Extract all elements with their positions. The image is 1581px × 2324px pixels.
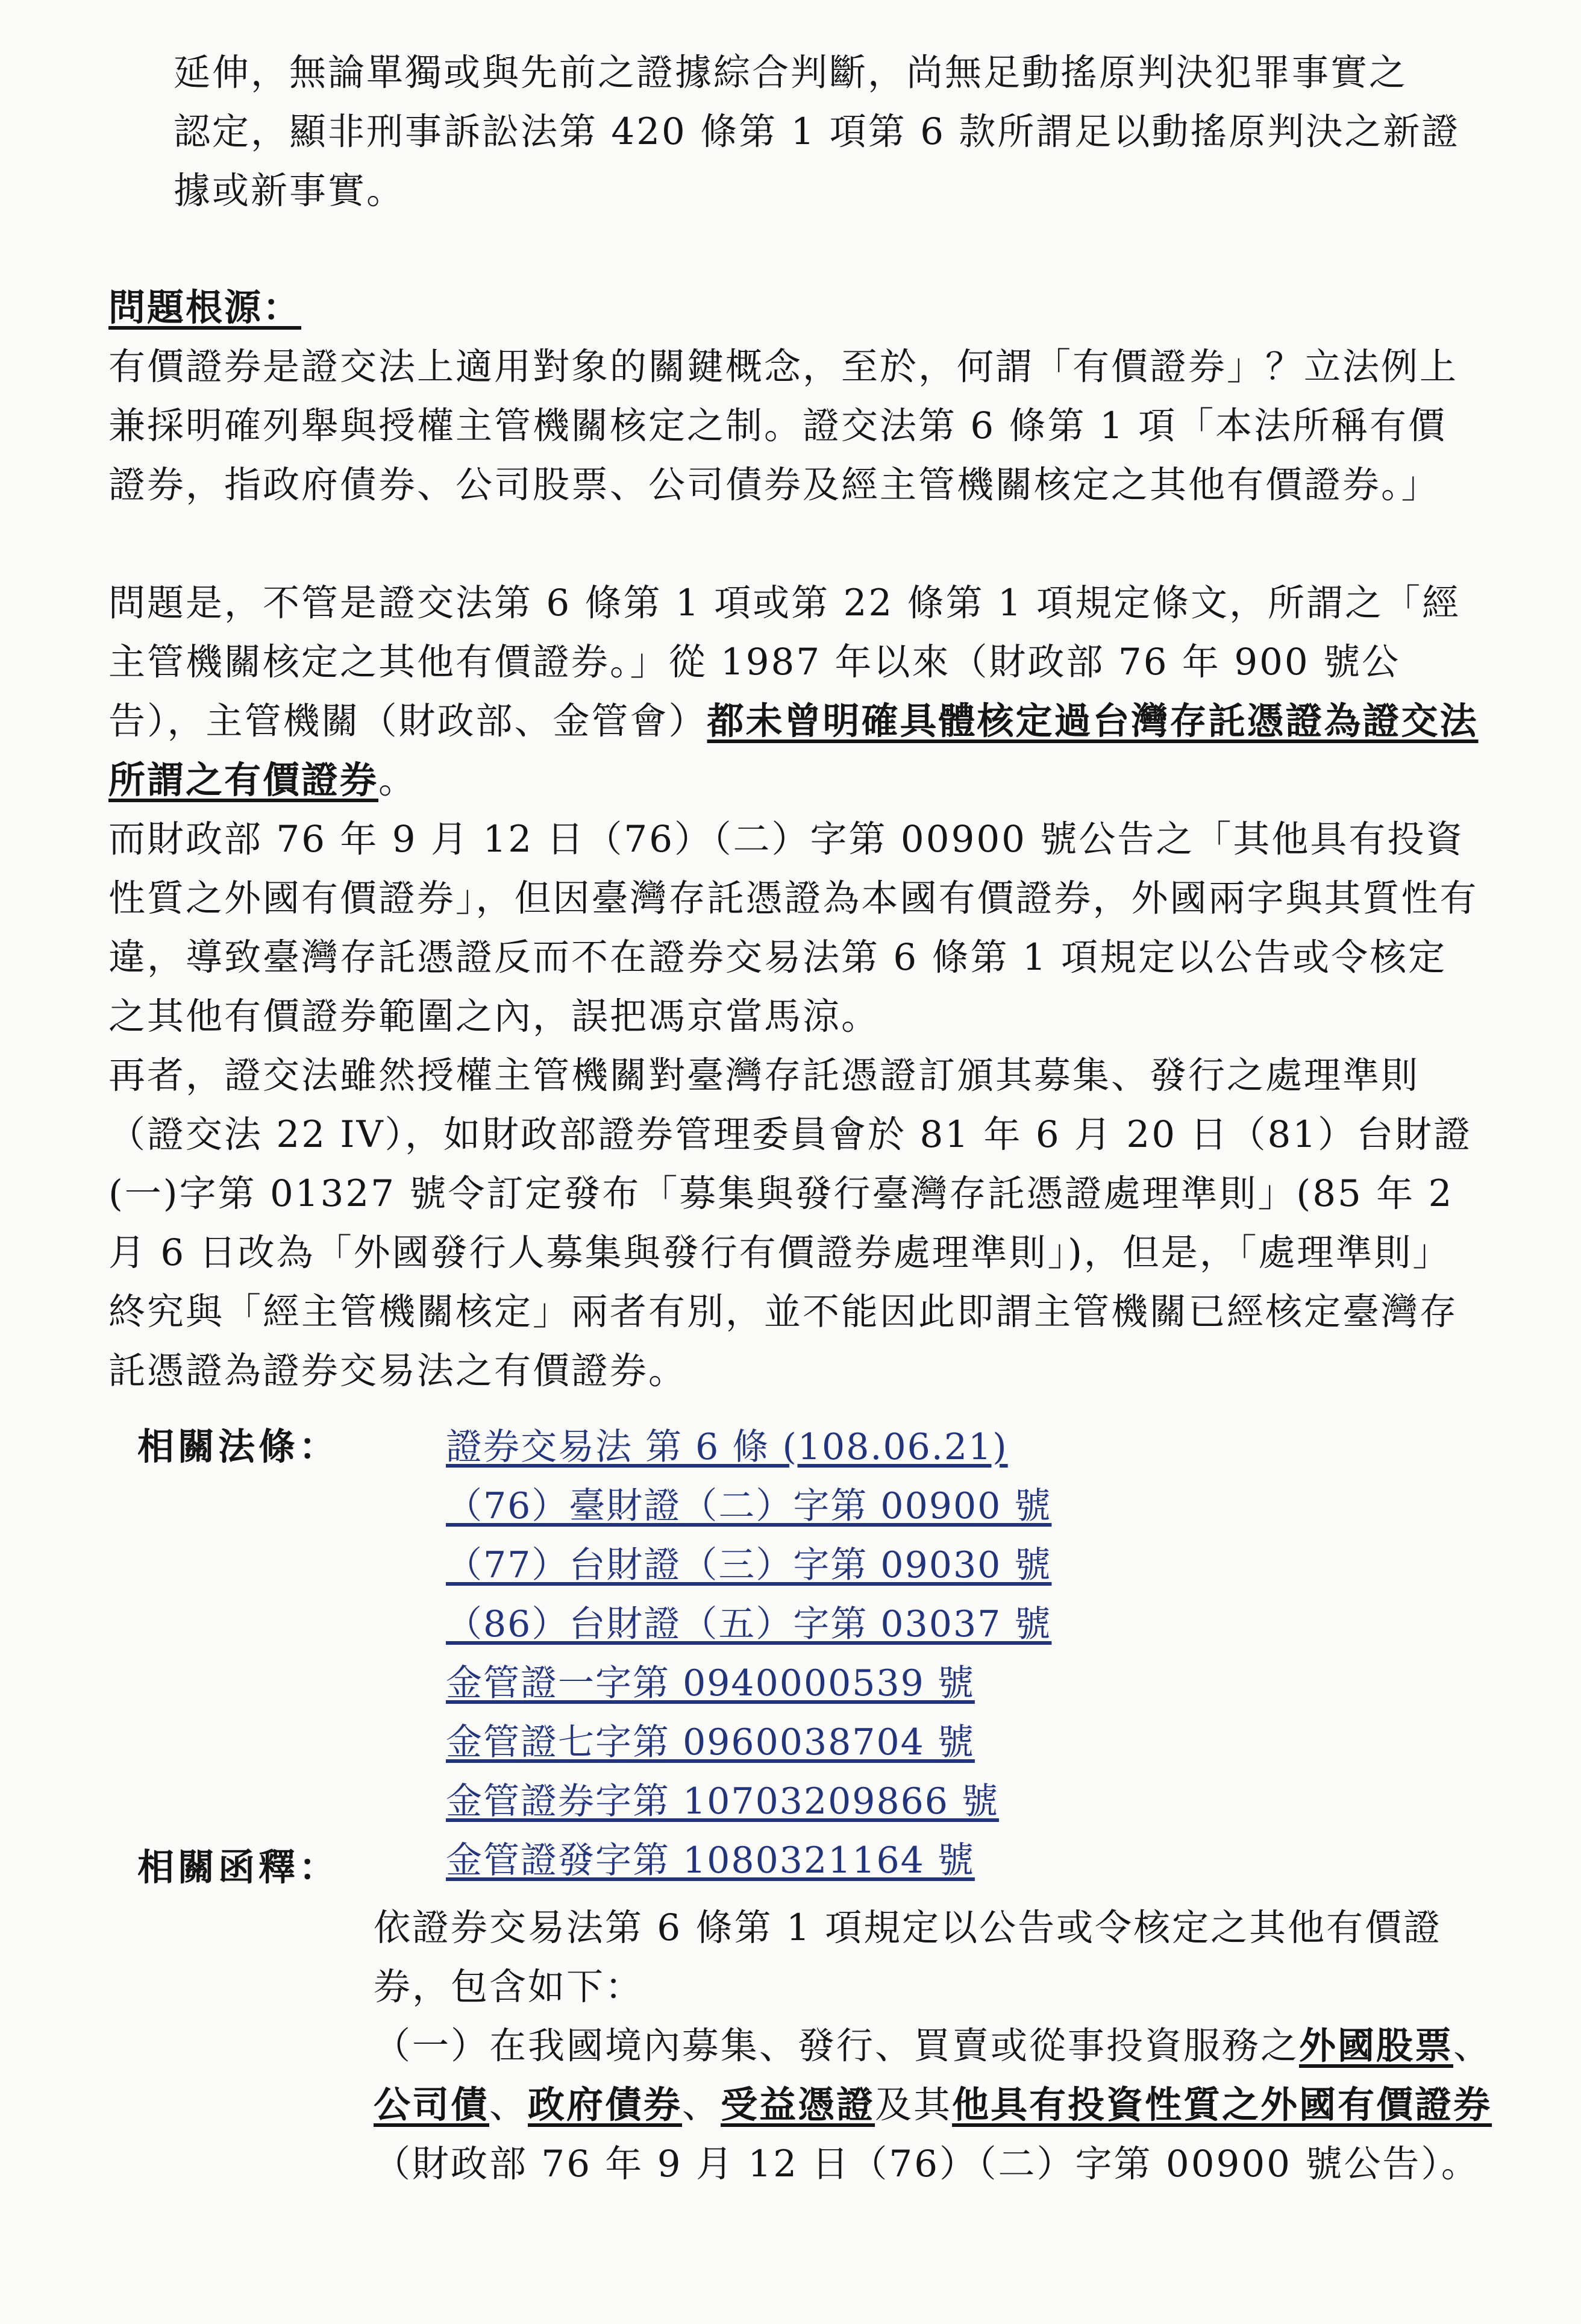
problem-paragraph-3: 而財政部 76 年 9 月 12 日（76）（二）字第 00900 號公告之「其他具有投資性質之外國有價證券」，但因臺灣存託憑證為本國有價證券，外國兩字與其質性有違，導致臺灣存託憑證反而不在證券交易法第 6 條第 1 項規定以公告或令核定之其他有價證券範圍之內，誤把馮京當馬涼。 <box>108 818 1479 1038</box>
emphasized-text: 受益憑證 <box>721 2084 875 2126</box>
paragraph-text: 問題是，不管是證交法第 6 條第 1 項或第 22 條第 1 項規定條文，所謂之「經主管機關核定之其他有價證券。」從 1987 年以來（財政部 76 年 900 號公告），主管機關（財政部、金管會） <box>108 582 1461 743</box>
law-link[interactable]: 金管證七字第 0960038704 號 <box>446 1721 975 1763</box>
problem-paragraph-2 <box>108 574 1482 810</box>
paragraph-text: 。 <box>378 759 418 802</box>
intro-paragraph <box>174 43 1499 221</box>
list-item <box>446 1654 1051 1713</box>
item-text: （財政部 76 年 9 月 12 日（76）（二）字第 00900 號公告）。 <box>374 2143 1480 2185</box>
list-item <box>446 1595 1051 1654</box>
law-link[interactable]: 證券交易法 第 6 條 (108.06.21) <box>446 1426 1008 1468</box>
emphasized-text: 政府債券 <box>528 2084 683 2126</box>
interpretation-item-1 <box>374 2017 1512 2194</box>
list-item <box>446 1772 1051 1831</box>
emphasized-text: 都未曾明確具體核定過台灣存託憑證為證交法所謂之有價證券 <box>108 700 1479 802</box>
emphasized-text: 公司債 <box>374 2084 490 2126</box>
separator: 、 <box>682 2084 721 2126</box>
list-item <box>446 1536 1051 1595</box>
intro-line: 延伸，無論單獨或與先前之證據綜合判斷，尚無足動搖原判決犯罪事實之 <box>174 51 1408 94</box>
problem-heading: 問題根源： <box>108 286 302 329</box>
emphasized-text: 他具有投資性質之外國有價證券 <box>952 2084 1492 2126</box>
list-item <box>446 1831 1051 1890</box>
problem-paragraph-4: 再者，證交法雖然授權主管機關對臺灣存託憑證訂頒其募集、發行之處理準則（證交法 22 IV），如財政部證券管理委員會於 81 年 6 月 20 日（81）台財證(一)字第 01327 號令訂定發布「募集與發行臺灣存託憑證處理準則」(85 年 2 月 6 日改為「外國發行人募集與發行有價證券處理準則」)，但是，「處理準則」終究與「經主管機關核定」兩者有別，並不能因此即謂主管機關已經核定臺灣存託憑證為證券交易法之有價證券。 <box>108 1054 1473 1392</box>
separator: 、 <box>489 2084 528 2126</box>
law-link[interactable]: 金管證一字第 0940000539 號 <box>446 1662 975 1704</box>
law-link[interactable]: 金管證券字第 10703209866 號 <box>446 1780 1000 1823</box>
law-link[interactable]: 金管證發字第 1080321164 號 <box>446 1839 975 1882</box>
list-item <box>446 1713 1051 1772</box>
law-link[interactable]: （76）臺財證（二）字第 00900 號 <box>446 1485 1052 1527</box>
law-link[interactable]: （86）台財證（五）字第 03037 號 <box>446 1603 1052 1645</box>
list-item <box>446 1418 1051 1477</box>
related-interpretations-label: 相關函釋： <box>137 1846 340 1889</box>
item-text: 及其 <box>875 2084 953 2126</box>
related-links-list <box>446 1418 1051 1890</box>
law-link[interactable]: （77）台財證（三）字第 09030 號 <box>446 1544 1052 1586</box>
heading-colon: ： <box>263 286 302 329</box>
problem-paragraph-1: 有價證券是證交法上適用對象的關鍵概念，至於，何謂「有價證券」？立法例上兼採明確列舉與授權主管機關核定之制。證交法第 6 條第 1 項「本法所稱有價證券，指政府債券、公司股票、公司債券及經主管機關核定之其他有價證券。」 <box>108 345 1459 506</box>
intro-line: 認定，顯非刑事訴訟法第 420 條第 1 項第 6 款所謂足以動搖原判決之新證 <box>174 110 1460 153</box>
intro-line: 據或新事實。 <box>174 169 405 212</box>
emphasized-text: 外國股票 <box>1299 2024 1454 2067</box>
separator: 、 <box>1453 2024 1492 2067</box>
list-item <box>446 1477 1051 1536</box>
related-laws-label: 相關法條： <box>137 1425 340 1468</box>
interpretation-intro: 依證券交易法第 6 條第 1 項規定以公告或令核定之其他有價證券，包含如下： <box>374 1906 1442 2008</box>
item-text: （一）在我國境內募集、發行、買賣或從事投資服務之 <box>374 2024 1300 2067</box>
